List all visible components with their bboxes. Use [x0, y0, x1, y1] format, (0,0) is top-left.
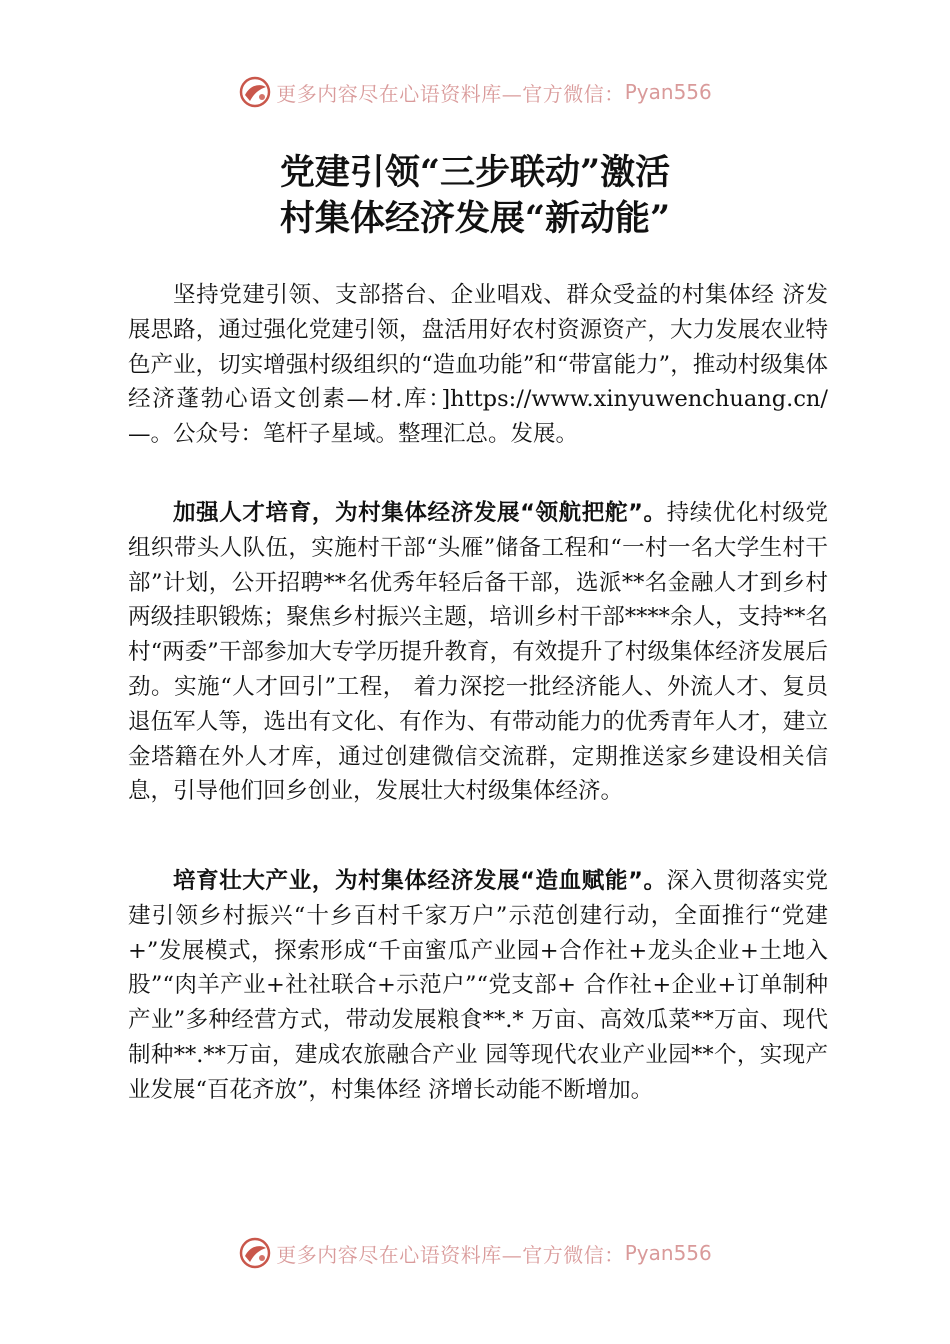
title-line-2: 村集体经济发展“新动能”: [279, 198, 671, 239]
page-title: [0, 150, 950, 242]
wechat-id: Pyan556: [624, 1241, 712, 1265]
paragraph-lead: 加强人才培育，为村集体经济发展“领航把舵”。: [173, 500, 667, 526]
header-banner: [0, 72, 950, 112]
footer-banner: [0, 1233, 950, 1273]
paragraph-lead: 培育壮大产业，为村集体经济发展“造血赋能”。: [173, 868, 667, 894]
paragraph-text: 持续优化村级党组织带头人队伍，实施村干部“头雁”储备工程和“一村一名大学生村干部”计划，公开招聘**名优秀年轻后备干部，选派**名金融人才到乡村两级挂职锻炼；聚焦乡村振兴主题，培训乡村干部****余人，支持**名村“两委”干部参加大专学历提升教育，有效提升了村级集体经济发展后劲。实施“人才回引”工程， 着力深挖一批经济能人、外流人才、复员退伍军人等，选出有文化、有作为、有带动能力的优秀青年人才，建立金塔籍在外人才库，通过创建微信交流群，定期推送家乡建设相关信息，引导他们回乡创业，发展壮大村级集体经济。: [128, 500, 828, 805]
banner-text: 更多内容尽在心语资料库—官方微信：: [276, 1242, 625, 1267]
paragraph-3: [128, 864, 828, 1108]
paragraph-text: 坚持党建引领、支部搭台、企业唱戏、群众受益的村集体经 济发展思路，通过强化党建引领，盘活用好农村资源资产，大力发展农业特色产业，切实增强村级组织的“造血功能”和“带富能力”，推动村级集体经济蓬勃心语文创素—材.库：]https://www.xinyuwenchuang.cn/—。公众号：笔杆子星域。整理汇总。发展。: [128, 282, 828, 448]
wechat-id: Pyan556: [624, 80, 712, 104]
banner-text: 更多内容尽在心语资料库—官方微信：: [276, 81, 625, 106]
paragraph-2: [128, 496, 828, 809]
title-line-1: 党建引领“三步联动”激活: [279, 152, 671, 193]
xinyu-logo-icon: [238, 75, 272, 109]
xinyu-logo-icon: [238, 1236, 272, 1270]
paragraph-1: [128, 278, 828, 452]
paragraph-text: 深入贯彻落实党建引领乡村振兴“十乡百村千家万户”示范创建行动，全面推行“党建+”发展模式，探索形成“千亩蜜瓜产业园+合作社+龙头企业+土地入股”“肉羊产业+社社联合+示范户”“党支部+ 合作社+企业+订单制种产业”多种经营方式，带动发展粮食**.* 万亩、高效瓜菜**万亩、现代制种**.**万亩，建成农旅融合产业 园等现代农业产业园**个，实现产业发展“百花齐放”，村集体经 济增长动能不断增加。: [128, 868, 828, 1103]
